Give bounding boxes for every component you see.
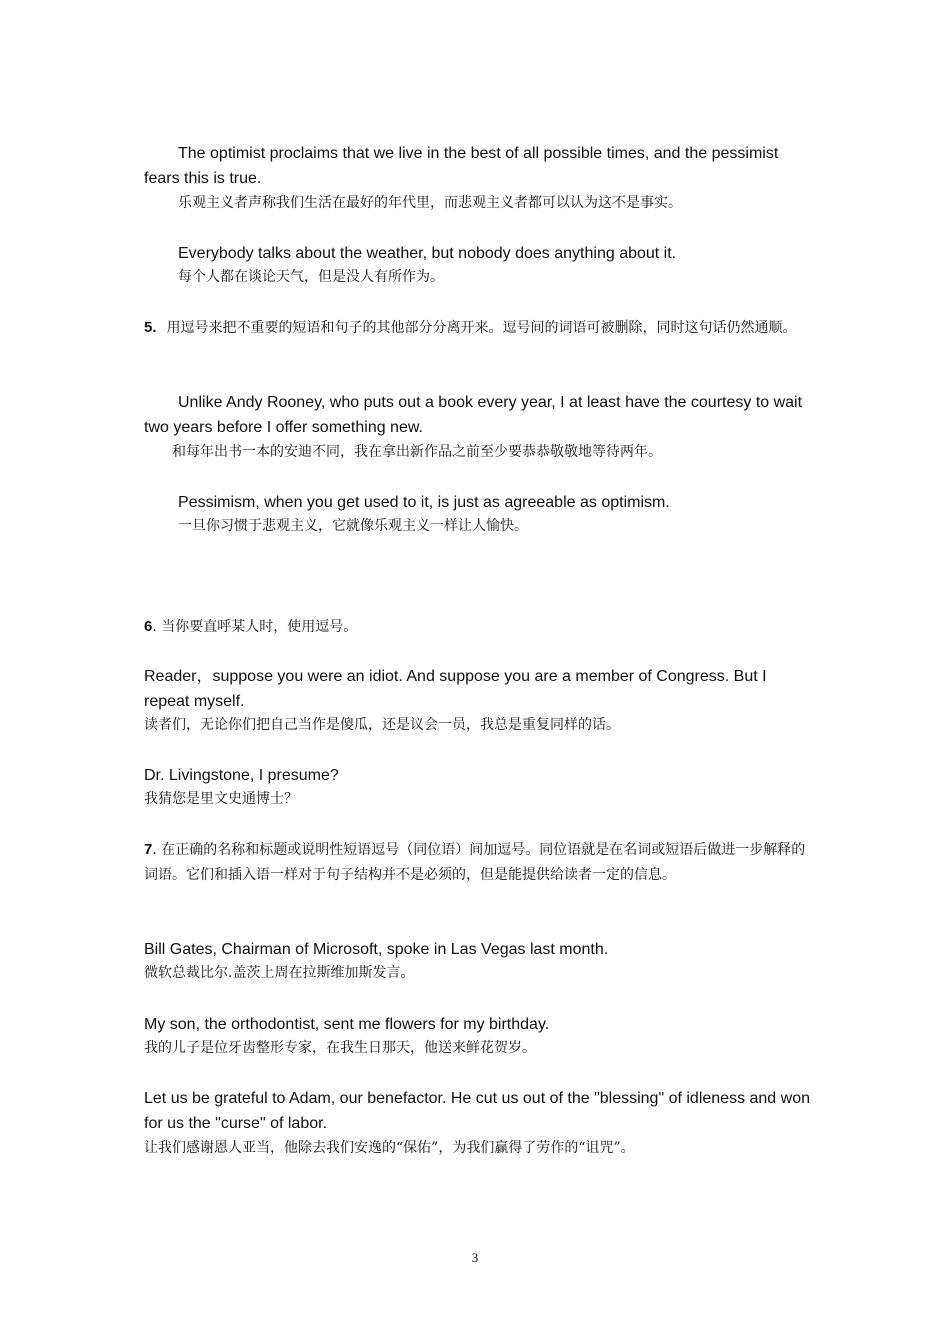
example-sentence-en: Everybody talks about the weather, but nobody does anything about it.: [178, 245, 677, 262]
rule-number: 5.: [144, 319, 157, 336]
example-translation-zh: 我的儿子是位牙齿整形专家，在我生日那天，他送来鲜花贺岁。: [144, 1040, 536, 1056]
example-sentence-en: The optimist proclaims that we live in the best of all possible times, and the pessimist fears this is true.: [144, 145, 779, 187]
example-translation-zh: 微软总裁比尔.盖茨上周在拉斯维加斯发言。: [144, 965, 415, 981]
example-translation-zh: 读者们，无论你们把自己当作是傻瓜，还是议会一员，我总是重复同样的话。: [144, 717, 620, 733]
example-sentence-en: Let us be grateful to Adam, our benefactor. He cut us out of the "blessing" of idleness and won for us the "curse" of labor.: [144, 1090, 810, 1132]
rule-number: 7: [144, 841, 153, 858]
example-sentence-en: Unlike Andy Rooney, who puts out a book every year, I at least have the courtesy to wait two years before I offer something new.: [144, 394, 803, 436]
example-translation-zh: 让我们感谢恩人亚当，他除去我们安逸的“保佑”，为我们赢得了劳作的“诅咒”。: [144, 1140, 635, 1156]
rule-number: 6: [144, 618, 153, 635]
page-number: 3: [471, 1250, 479, 1265]
rule-text: 用逗号来把不重要的短语和句子的其他部分分离开来。逗号间的词语可被删除，同时这句话仍然通顺。: [166, 320, 797, 336]
example-translation-zh: 我猜您是里文史通博士？: [144, 791, 298, 807]
example-translation-zh: 每个人都在谈论天气，但是没人有所作为。: [178, 269, 444, 285]
example-translation-zh: 乐观主义者声称我们生活在最好的年代里，而悲观主义者都可以认为这不是事实。: [178, 195, 682, 211]
example-sentence-en: Dr. Livingstone, I presume?: [144, 767, 339, 784]
rule-heading: [144, 315, 843, 341]
example-sentence-en: Bill Gates, Chairman of Microsoft, spoke in Las Vegas last month.: [144, 941, 609, 958]
example-translation-zh: 和每年出书一本的安迪不同，我在拿出新作品之前至少要恭恭敬敬地等待两年。: [172, 444, 662, 460]
rule-heading: [144, 837, 814, 888]
rule-heading: [144, 614, 814, 640]
rule-text: . 当你要直呼某人时，使用逗号。: [152, 619, 358, 635]
example-sentence-en: My son, the orthodontist, sent me flowers for my birthday.: [144, 1016, 550, 1033]
example-translation-zh: 一旦你习惯于悲观主义，它就像乐观主义一样让人愉快。: [178, 518, 528, 534]
example-sentence-en: Pessimism, when you get used to it, is just as agreeable as optimism.: [178, 494, 670, 511]
rule-text: . 在正确的名称和标题或说明性短语逗号（同位语）间加逗号。同位语就是在名词或短语后做进一步解释的词语。它们和插入语一样对于句子结构并不是必须的，但是能提供给读者一定的信息。: [144, 842, 806, 883]
example-sentence-en: Reader，suppose you were an idiot. And suppose you are a member of Congress. But I repeat myself.: [144, 668, 767, 710]
